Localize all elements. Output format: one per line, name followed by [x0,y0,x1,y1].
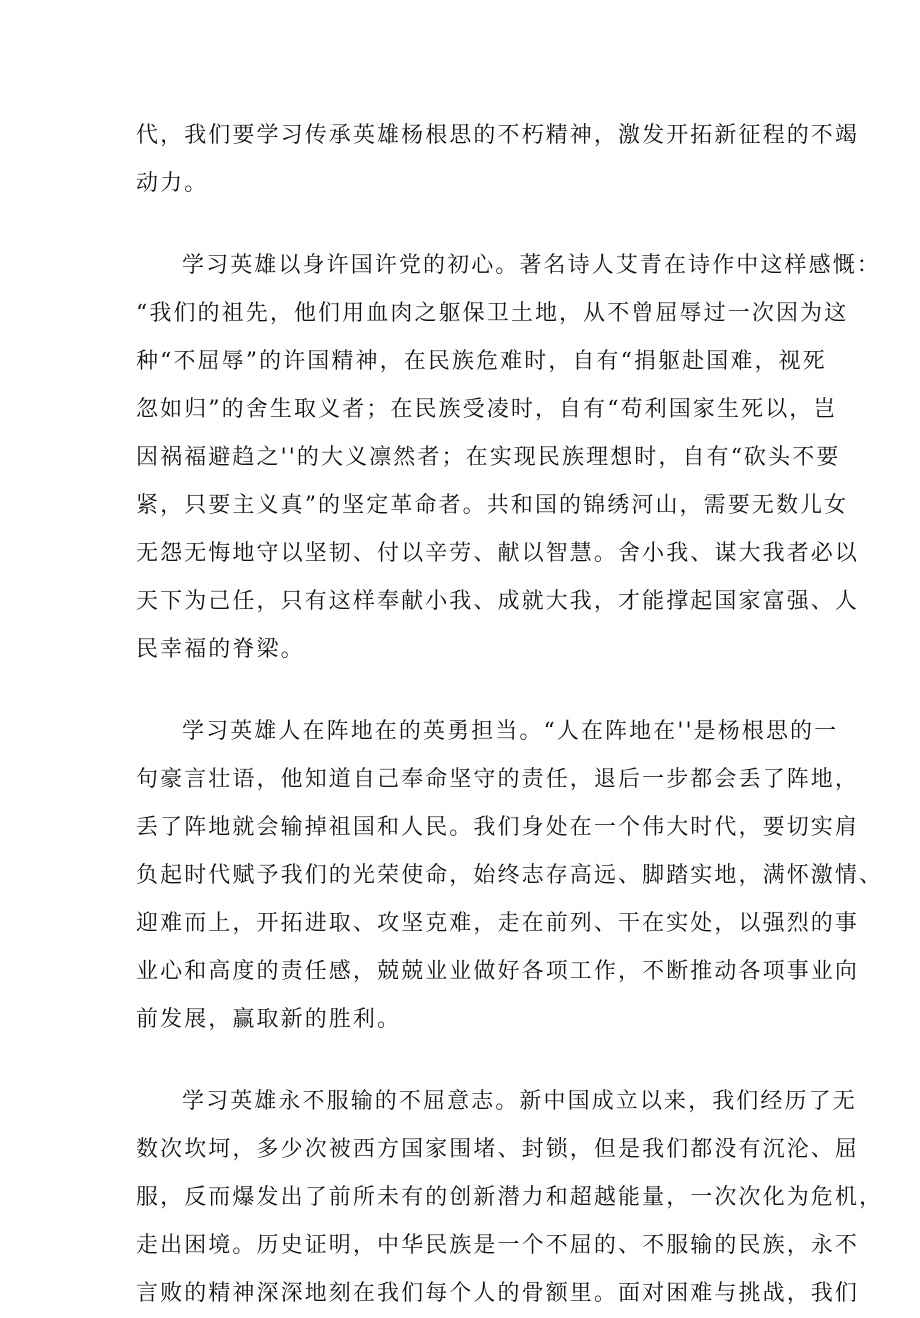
paragraph-spacer [136,208,796,242]
text-line: 句豪言壮语，他知道自己奉命坚守的责任，退后一步都会丢了阵地， [136,767,860,792]
text-line: 忽如归”的舍生取义者；在民族受凌时，自有“苟利国家生死以，岂 [136,397,838,422]
text-line: 紧，只要主义真”的坚定革命者。共和国的锦绣河山，需要无数儿女 [136,493,849,518]
paragraph-4 [136,1078,884,1318]
text-line: 天下为己任，只有这样奉献小我、成就大我，才能撑起国家富强、人 [136,589,860,614]
paragraph-spacer [136,1044,796,1078]
text-line: 负起时代赋予我们的光荣使命，始终志存高远、脚踏实地，满怀激情、 [136,863,884,888]
text-line: 学习英雄以身许国许党的初心。著名诗人艾青在诗作中这样感慨： [182,253,881,278]
text-line: 种“不屈辱”的许国精神，在民族危难时，自有“捐躯赴国难，视死 [136,349,827,374]
text-line: 言败的精神深深地刻在我们每个人的骨额里。面对困难与挑战，我们 [136,1281,860,1306]
text-line: 迎难而上，开拓进取、攻坚克难，走在前列、干在实处，以强烈的事 [136,911,860,936]
text-line: 无怨无悔地守以坚韧、付以辛劳、献以智慧。舍小我、谋大我者必以 [136,541,860,566]
text-line: 前发展，赢取新的胜利。 [136,1007,402,1032]
paragraph-spacer [136,674,796,708]
text-line: 服，反而爆发出了前所未有的创新潜力和超越能量，一次次化为危机， [136,1185,884,1210]
text-line: 因祸福避趋之''的大义凛然者；在实现民族理想时，自有“砍头不要 [136,445,841,470]
text-line: 走出困境。历史证明，中华民族是一个不屈的、不服输的民族，永不 [136,1233,860,1258]
text-line: 民幸福的脊梁。 [136,637,305,662]
text-line: 动力。 [136,171,209,196]
text-line: 丢了阵地就会输掉祖国和人民。我们身处在一个伟大时代，要切实肩 [136,815,860,840]
text-line: 业心和高度的责任感，兢兢业业做好各项工作，不断推动各项事业向 [136,959,860,984]
text-line: “我们的祖先，他们用血肉之躯保卫土地，从不曾屈辱过一次因为这 [136,301,849,326]
paragraph-2 [136,242,881,674]
text-line: 数次坎坷，多少次被西方国家围堵、封锁，但是我们都没有沉沦、屈 [136,1137,860,1162]
text-line: 学习英雄人在阵地在的英勇担当。“人在阵地在''是杨根思的一 [182,719,839,744]
paragraph-3 [136,708,884,1044]
text-line: 学习英雄永不服输的不屈意志。新中国成立以来，我们经历了无 [182,1089,857,1114]
text-line: 代，我们要学习传承英雄杨根思的不朽精神，激发开拓新征程的不竭 [136,123,860,148]
document-body [136,112,884,1318]
paragraph-1 [136,112,860,208]
